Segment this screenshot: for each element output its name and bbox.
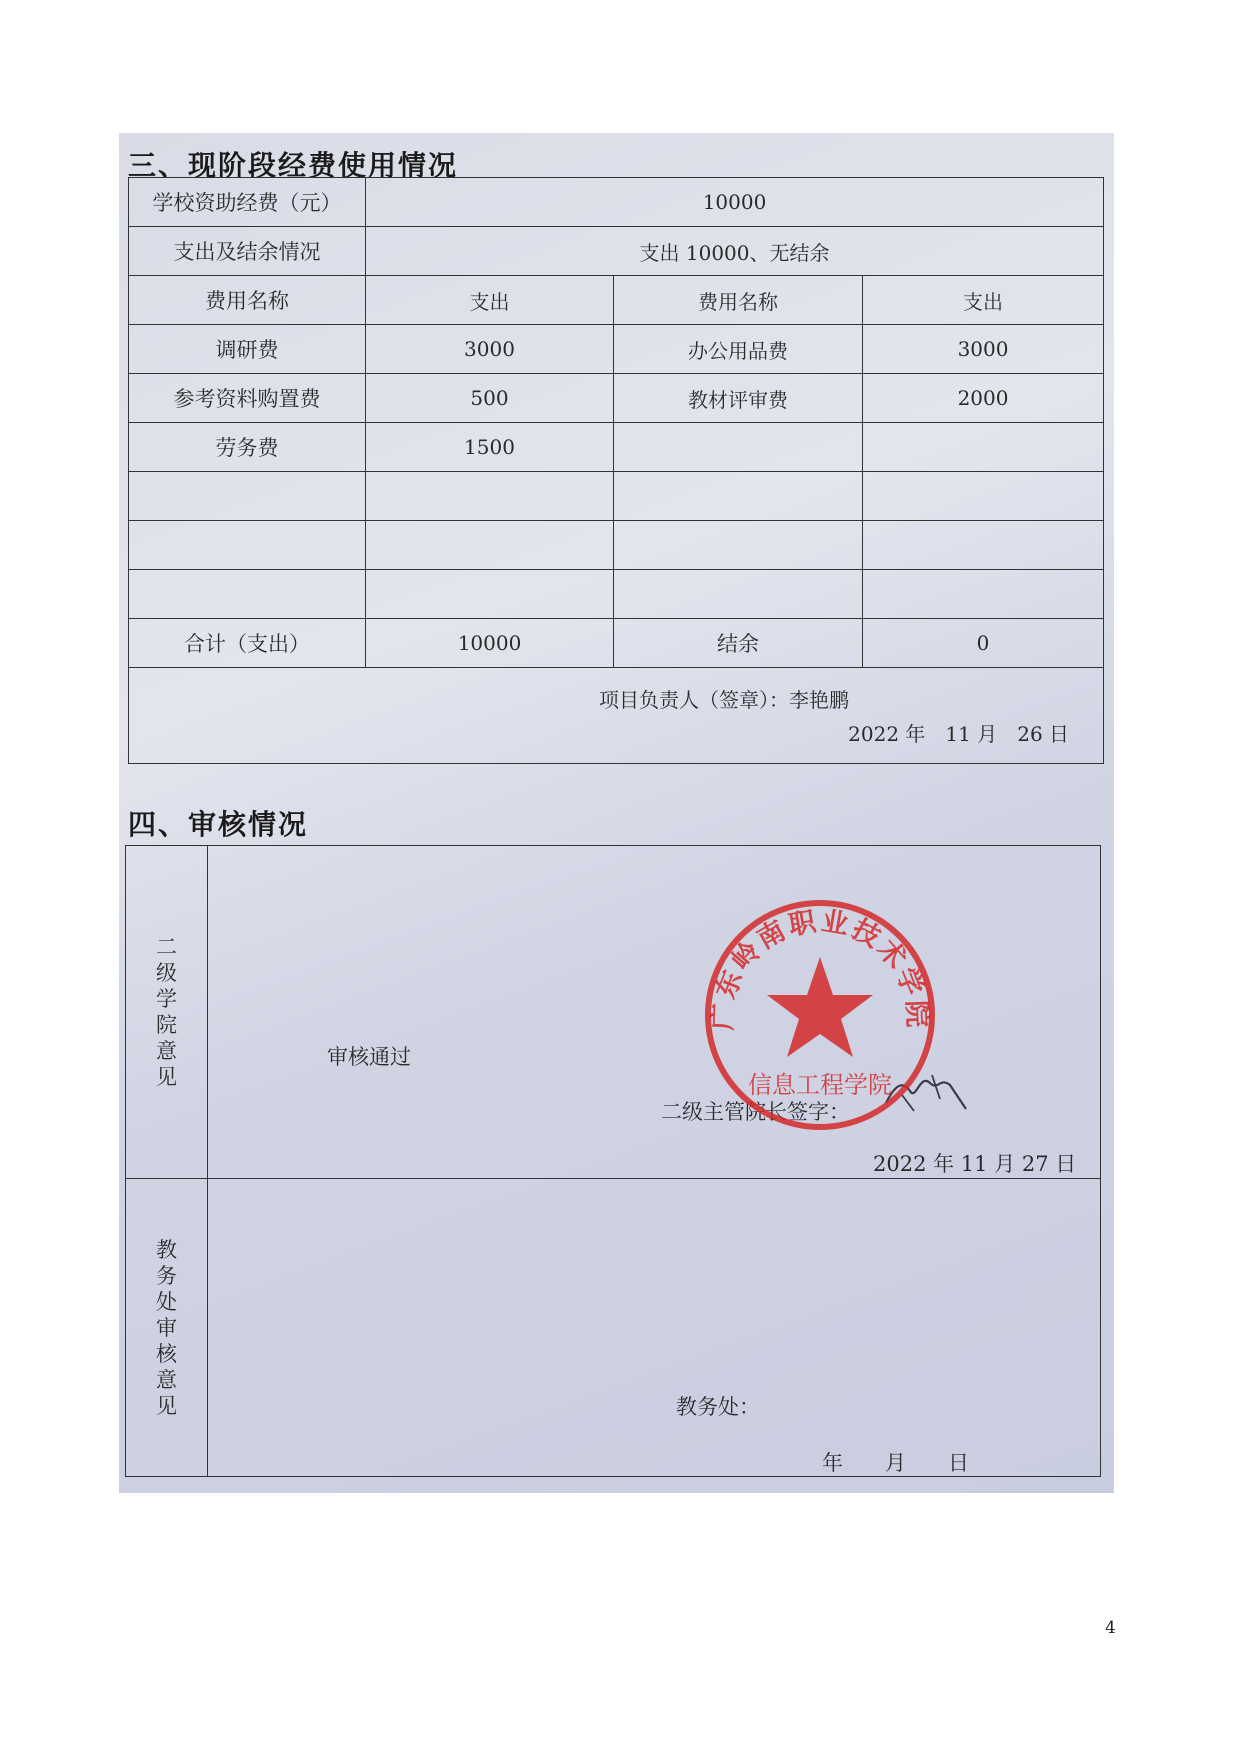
remain-label: 结余: [614, 619, 863, 668]
expense-amount: [863, 423, 1104, 472]
table-row: [129, 472, 1104, 521]
office-review-label: 教务处审核意见: [156, 1237, 177, 1418]
remain-value: 0: [863, 619, 1104, 668]
empty-cell: [614, 472, 863, 521]
empty-cell: [863, 472, 1104, 521]
office-review-row: [126, 1179, 1101, 1477]
empty-cell: [129, 472, 366, 521]
stamp-institution-text: 广东岭南职业技术学院: [707, 905, 933, 1031]
college-opinion: 审核通过: [327, 1045, 411, 1069]
table-row: [129, 521, 1104, 570]
expense-name: 参考资料购置费: [129, 374, 366, 423]
balance-label: 支出及结余情况: [129, 227, 366, 276]
signature-row: [129, 668, 1104, 764]
expense-name: 教材评审费: [614, 374, 863, 423]
expense-amount: 3000: [863, 325, 1104, 374]
leader-signature-line: 项目负责人（签章）：李艳鹏: [599, 688, 849, 712]
total-value: 10000: [366, 619, 614, 668]
empty-cell: [614, 521, 863, 570]
funding-row: [129, 178, 1104, 227]
expense-name: 劳务费: [129, 423, 366, 472]
table-row: [129, 423, 1104, 472]
college-label-cell: [126, 846, 208, 1179]
office-date: 年 月 日: [822, 1451, 969, 1475]
official-stamp: [700, 895, 940, 1135]
total-row: [129, 619, 1104, 668]
expense-amount: 500: [366, 374, 614, 423]
college-review-cell: [208, 846, 1101, 1179]
section3-title: 三、现阶段经费使用情况: [128, 149, 459, 182]
expense-name: 调研费: [129, 325, 366, 374]
empty-cell: [366, 570, 614, 619]
table-row: [129, 325, 1104, 374]
expense-amount: 1500: [366, 423, 614, 472]
empty-cell: [863, 570, 1104, 619]
funding-value: 10000: [366, 178, 1104, 227]
signature-cell: [129, 668, 1104, 764]
table-row: [129, 374, 1104, 423]
expense-name: [614, 423, 863, 472]
col-expense-header: 支出: [366, 276, 614, 325]
office-label-cell: [126, 1179, 208, 1477]
col-name-header-2: 费用名称: [614, 276, 863, 325]
stamp-star-icon: [767, 957, 873, 1057]
college-review-row: [126, 846, 1101, 1179]
empty-cell: [129, 521, 366, 570]
col-name-header: 费用名称: [129, 276, 366, 325]
office-review-cell: [208, 1179, 1101, 1477]
expense-amount: 2000: [863, 374, 1104, 423]
office-sign-label: 教务处：: [676, 1395, 760, 1419]
college-review-label: 二级学院意见: [156, 935, 177, 1089]
balance-value: 支出 10000、无结余: [366, 227, 1104, 276]
empty-cell: [129, 570, 366, 619]
stamp-dept-text: 信息工程学院: [748, 1071, 892, 1099]
funding-label: 学校资助经费（元）: [129, 178, 366, 227]
table-row: [129, 570, 1104, 619]
funding-table: [128, 177, 1104, 764]
college-date: 2022 年 11 月 27 日: [873, 1152, 1077, 1176]
leader-date: 2022 年 11 月 26 日: [848, 722, 1070, 746]
empty-cell: [366, 472, 614, 521]
page-number: 4: [1105, 1618, 1116, 1638]
empty-cell: [366, 521, 614, 570]
expense-name: 办公用品费: [614, 325, 863, 374]
total-label: 合计（支出）: [129, 619, 366, 668]
expense-amount: 3000: [366, 325, 614, 374]
col-expense-header-2: 支出: [863, 276, 1104, 325]
empty-cell: [614, 570, 863, 619]
empty-cell: [863, 521, 1104, 570]
balance-row: [129, 227, 1104, 276]
college-sign-label: 二级主管院长签字：: [661, 1100, 850, 1124]
header-row: [129, 276, 1104, 325]
section4-title: 四、审核情况: [128, 808, 309, 841]
